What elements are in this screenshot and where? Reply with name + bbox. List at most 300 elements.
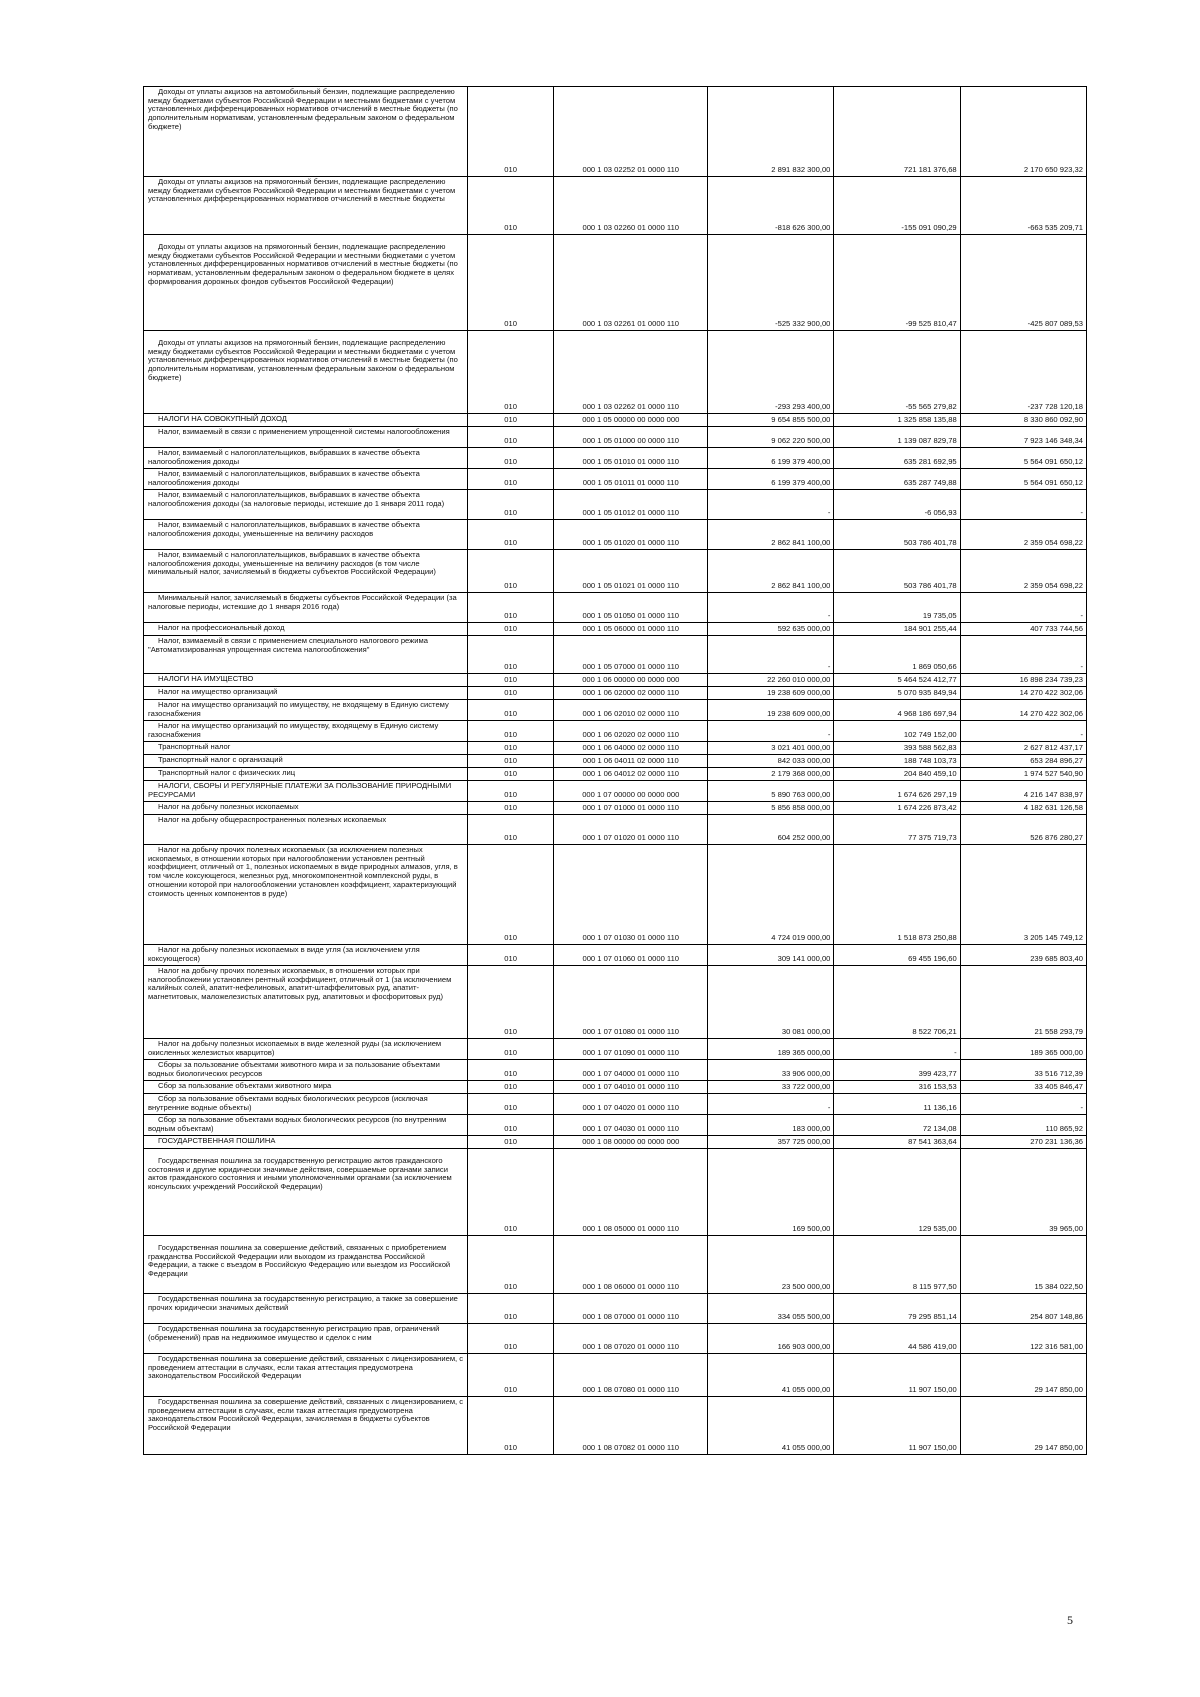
row-code-text: 010 (504, 402, 517, 412)
row-unexecuted-text: 526 876 280,27 (1030, 833, 1083, 843)
row-code-cell (467, 1136, 554, 1149)
row-unexecuted-cell (960, 469, 1086, 490)
row-kbk-cell (554, 742, 708, 755)
row-code-cell (467, 331, 554, 414)
row-approved-cell (708, 1060, 834, 1081)
row-kbk-cell (554, 687, 708, 700)
table-row (144, 1236, 1087, 1294)
row-name-cell (144, 1060, 468, 1081)
row-kbk-cell (554, 781, 708, 802)
table-row (144, 1081, 1087, 1094)
row-approved-cell (708, 87, 834, 177)
row-code-cell (467, 700, 554, 721)
row-unexecuted-cell (960, 427, 1086, 448)
row-approved-text: 166 903 000,00 (777, 1342, 831, 1352)
row-kbk-cell (554, 845, 708, 945)
row-kbk-cell (554, 1294, 708, 1324)
row-code-cell (467, 593, 554, 623)
row-name-text: Доходы от уплаты акцизов на прямогонный бензин, подлежащие распределению между бюджетами субъектов Российской Федерации и местными бюджетами с учетом установленных дифференцированных нормативов отчислений в местные бюджеты (148, 177, 456, 204)
row-approved-text: -293 293 400,00 (775, 402, 831, 412)
row-executed-cell (834, 966, 960, 1039)
row-code-text: 010 (504, 1385, 517, 1395)
row-unexecuted-cell (960, 674, 1086, 687)
row-name-text: Транспортный налог с организаций (158, 755, 283, 764)
row-code-text: 010 (504, 675, 517, 685)
row-unexecuted-cell (960, 1039, 1086, 1060)
row-kbk-text: 000 1 05 01020 01 0000 110 (582, 538, 680, 548)
row-name-text: Сбор за пользование объектами водных биологических ресурсов (по внутренним водным объектам) (148, 1115, 447, 1133)
table-row (144, 1397, 1087, 1455)
row-kbk-cell (554, 87, 708, 177)
row-approved-text: 169 500,00 (792, 1224, 831, 1234)
row-executed-text: 1 674 226 873,42 (897, 803, 957, 813)
row-approved-cell (708, 1081, 834, 1094)
row-approved-text: 183 000,00 (792, 1124, 831, 1134)
row-approved-cell (708, 623, 834, 636)
row-executed-cell (834, 768, 960, 781)
row-name-text: ГОСУДАРСТВЕННАЯ ПОШЛИНА (158, 1136, 276, 1145)
row-executed-text: 188 748 103,73 (903, 756, 957, 766)
row-executed-text: 8 115 977,50 (912, 1282, 957, 1292)
row-unexecuted-text: -663 535 209,71 (1027, 223, 1083, 233)
row-approved-cell (708, 742, 834, 755)
row-code-text: 010 (504, 1342, 517, 1352)
row-code-cell (467, 1149, 554, 1236)
row-name-cell (144, 781, 468, 802)
row-unexecuted-text: 407 733 744,56 (1030, 624, 1083, 634)
row-code-cell (467, 636, 554, 674)
row-approved-cell (708, 1236, 834, 1294)
row-unexecuted-cell (960, 721, 1086, 742)
row-code-text: 010 (504, 743, 517, 753)
table-row (144, 700, 1087, 721)
row-kbk-text: 000 1 07 01000 01 0000 110 (582, 803, 680, 813)
row-unexecuted-cell (960, 966, 1086, 1039)
row-kbk-cell (554, 623, 708, 636)
row-unexecuted-text: 16 898 234 739,23 (1019, 675, 1083, 685)
row-name-cell (144, 1094, 468, 1115)
row-approved-cell (708, 1397, 834, 1455)
row-name-text: Сбор за пользование объектами водных биологических ресурсов (исключая внутренние водные объекты) (148, 1094, 428, 1112)
row-name-cell (144, 966, 468, 1039)
row-name-cell (144, 1236, 468, 1294)
row-executed-cell (834, 1354, 960, 1397)
row-unexecuted-cell (960, 235, 1086, 331)
row-approved-cell (708, 448, 834, 469)
row-approved-cell (708, 177, 834, 235)
row-code-cell (467, 1115, 554, 1136)
row-executed-cell (834, 623, 960, 636)
row-approved-cell (708, 845, 834, 945)
row-unexecuted-cell (960, 520, 1086, 550)
table-row (144, 966, 1087, 1039)
row-kbk-cell (554, 1060, 708, 1081)
row-approved-cell (708, 1094, 834, 1115)
row-code-text: 010 (504, 415, 517, 425)
row-kbk-cell (554, 700, 708, 721)
row-code-text: 010 (504, 1124, 517, 1134)
table-row (144, 802, 1087, 815)
row-code-cell (467, 815, 554, 845)
row-unexecuted-text: 3 205 145 749,12 (1023, 933, 1083, 943)
row-kbk-cell (554, 1149, 708, 1236)
row-code-text: 010 (504, 611, 517, 621)
row-kbk-cell (554, 490, 708, 520)
row-unexecuted-cell (960, 768, 1086, 781)
row-unexecuted-cell (960, 1115, 1086, 1136)
row-executed-text: 5 464 524 412,77 (897, 675, 957, 685)
row-code-cell (467, 1354, 554, 1397)
row-executed-text: 503 786 401,78 (903, 581, 957, 591)
row-unexecuted-cell (960, 781, 1086, 802)
row-approved-text: 5 890 763 000,00 (771, 790, 831, 800)
row-kbk-cell (554, 331, 708, 414)
row-kbk-text: 000 1 03 02261 01 0000 110 (582, 319, 680, 329)
row-unexecuted-cell (960, 414, 1086, 427)
row-approved-cell (708, 1149, 834, 1236)
row-name-cell (144, 815, 468, 845)
row-code-cell (467, 845, 554, 945)
row-executed-text: 503 786 401,78 (903, 538, 957, 548)
row-approved-text: - (827, 1103, 831, 1113)
row-unexecuted-cell (960, 1354, 1086, 1397)
row-executed-cell (834, 1094, 960, 1115)
row-name-cell (144, 845, 468, 945)
table-row (144, 721, 1087, 742)
table-row (144, 87, 1087, 177)
row-kbk-cell (554, 235, 708, 331)
row-unexecuted-cell (960, 742, 1086, 755)
row-code-text: 010 (504, 730, 517, 740)
revenue-table (143, 86, 1087, 1455)
row-approved-cell (708, 550, 834, 593)
row-kbk-cell (554, 802, 708, 815)
row-executed-cell (834, 700, 960, 721)
row-approved-cell (708, 1294, 834, 1324)
row-executed-text: 1 869 050,66 (912, 662, 957, 672)
table-row (144, 687, 1087, 700)
table-row (144, 520, 1087, 550)
row-code-cell (467, 177, 554, 235)
row-approved-cell (708, 490, 834, 520)
row-code-cell (467, 1294, 554, 1324)
row-name-text: НАЛОГИ НА СОВОКУПНЫЙ ДОХОД (158, 414, 287, 423)
row-approved-cell (708, 700, 834, 721)
row-executed-cell (834, 815, 960, 845)
row-unexecuted-text: 270 231 136,36 (1030, 1137, 1083, 1147)
row-kbk-cell (554, 945, 708, 966)
row-unexecuted-text: 8 330 860 092,90 (1023, 415, 1083, 425)
row-approved-cell (708, 1354, 834, 1397)
row-approved-text: 22 260 010 000,00 (767, 675, 831, 685)
row-executed-cell (834, 235, 960, 331)
row-code-text: 010 (504, 756, 517, 766)
table-row (144, 1324, 1087, 1354)
row-name-cell (144, 636, 468, 674)
row-executed-cell (834, 448, 960, 469)
row-unexecuted-text: 653 284 896,27 (1030, 756, 1083, 766)
row-approved-text: 2 179 368 000,00 (771, 769, 831, 779)
row-code-text: 010 (504, 1137, 517, 1147)
row-executed-cell (834, 742, 960, 755)
row-unexecuted-cell (960, 1136, 1086, 1149)
row-code-cell (467, 781, 554, 802)
table-row (144, 623, 1087, 636)
row-kbk-text: 000 1 05 01000 00 0000 110 (582, 436, 680, 446)
row-kbk-cell (554, 520, 708, 550)
row-unexecuted-text: 2 359 054 698,22 (1023, 581, 1083, 591)
row-code-text: 010 (504, 581, 517, 591)
row-code-cell (467, 1094, 554, 1115)
row-kbk-text: 000 1 06 00000 00 0000 000 (582, 675, 680, 685)
row-executed-text: 1 139 087 829,78 (897, 436, 957, 446)
row-unexecuted-cell (960, 845, 1086, 945)
row-code-text: 010 (504, 709, 517, 719)
row-unexecuted-cell (960, 1081, 1086, 1094)
row-kbk-text: 000 1 08 07080 01 0000 110 (582, 1385, 680, 1395)
row-approved-cell (708, 1115, 834, 1136)
row-unexecuted-text: 254 807 148,86 (1030, 1312, 1083, 1322)
table-row (144, 815, 1087, 845)
row-kbk-cell (554, 815, 708, 845)
row-approved-text: 309 141 000,00 (777, 954, 831, 964)
row-code-cell (467, 1397, 554, 1455)
row-name-text: Государственная пошлина за государственную регистрацию прав, ограничений (обременений) прав на недвижимое имущество и сделок с ним (148, 1324, 440, 1342)
row-approved-text: 19 238 609 000,00 (767, 688, 831, 698)
row-kbk-text: 000 1 05 06000 01 0000 110 (582, 624, 680, 634)
table-row (144, 1294, 1087, 1324)
row-name-text: Налог на профессиональный доход (158, 623, 285, 632)
row-unexecuted-cell (960, 1149, 1086, 1236)
row-name-text: Налог на добычу прочих полезных ископаемых, в отношении которых при налогообложении установлен рентный коэффициент, отличный от 1 (за исключением калийных солей, апатит-нефелиновых, апатит-штаффелитовых руд, апатит-магнетитовых, маложелезистых апатитовых руд, апатитовых и фосфоритовых руд) (148, 966, 452, 1002)
row-approved-text: 6 199 379 400,00 (771, 457, 831, 467)
row-unexecuted-text: 39 965,00 (1049, 1224, 1083, 1234)
row-name-cell (144, 687, 468, 700)
row-approved-text: 5 856 858 000,00 (771, 803, 831, 813)
table-row (144, 1039, 1087, 1060)
row-kbk-cell (554, 966, 708, 1039)
row-executed-cell (834, 1149, 960, 1236)
row-executed-cell (834, 636, 960, 674)
row-approved-text: 604 252 000,00 (777, 833, 831, 843)
row-executed-text: 11 907 150,00 (908, 1443, 957, 1453)
row-kbk-text: 000 1 05 07000 01 0000 110 (582, 662, 680, 672)
row-code-cell (467, 1324, 554, 1354)
row-code-text: 010 (504, 790, 517, 800)
row-unexecuted-cell (960, 1294, 1086, 1324)
row-unexecuted-cell (960, 1397, 1086, 1455)
row-name-cell (144, 1115, 468, 1136)
row-executed-cell (834, 845, 960, 945)
row-unexecuted-text: 29 147 850,00 (1034, 1385, 1083, 1395)
row-approved-text: 357 725 000,00 (777, 1137, 831, 1147)
row-executed-cell (834, 469, 960, 490)
row-kbk-text: 000 1 06 02010 02 0000 110 (582, 709, 680, 719)
row-executed-cell (834, 593, 960, 623)
row-code-cell (467, 1060, 554, 1081)
row-name-text: Налог, взимаемый с налогоплательщиков, выбравших в качестве объекта налогообложения доходы (за налоговые периоды, истекшие до 1 января 2011 года) (148, 490, 445, 508)
row-unexecuted-text: - (1080, 730, 1083, 740)
row-unexecuted-cell (960, 331, 1086, 414)
row-unexecuted-cell (960, 1060, 1086, 1081)
row-code-cell (467, 966, 554, 1039)
row-kbk-text: 000 1 08 07000 01 0000 110 (582, 1312, 680, 1322)
table-row (144, 414, 1087, 427)
row-unexecuted-cell (960, 1236, 1086, 1294)
row-code-text: 010 (504, 165, 517, 175)
row-unexecuted-text: 2 627 812 437,17 (1023, 743, 1083, 753)
row-approved-cell (708, 520, 834, 550)
row-unexecuted-text: 33 405 846,47 (1034, 1082, 1083, 1092)
row-name-cell (144, 623, 468, 636)
row-kbk-text: 000 1 05 01010 01 0000 110 (582, 457, 680, 467)
row-unexecuted-text: 15 384 022,50 (1034, 1282, 1083, 1292)
row-name-text: Налог на имущество организаций по имуществу, входящему в Единую систему газоснабжения (148, 721, 439, 739)
row-name-cell (144, 700, 468, 721)
row-kbk-text: 000 1 08 00000 00 0000 000 (582, 1137, 680, 1147)
row-approved-text: 33 906 000,00 (781, 1069, 831, 1079)
row-code-text: 010 (504, 1069, 517, 1079)
row-unexecuted-text: - (1080, 1103, 1083, 1113)
row-code-text: 010 (504, 538, 517, 548)
row-name-cell (144, 1324, 468, 1354)
row-executed-cell (834, 674, 960, 687)
row-kbk-text: 000 1 06 02020 02 0000 110 (582, 730, 680, 740)
row-executed-cell (834, 687, 960, 700)
row-unexecuted-cell (960, 1094, 1086, 1115)
row-approved-text: 2 862 841 100,00 (771, 581, 831, 591)
row-approved-text: 41 055 000,00 (781, 1385, 831, 1395)
row-name-text: Минимальный налог, зачисляемый в бюджеты субъектов Российской Федерации (за налоговые периоды, истекшие до 1 января 2016 года) (148, 593, 457, 611)
row-kbk-cell (554, 177, 708, 235)
row-executed-cell (834, 414, 960, 427)
row-code-text: 010 (504, 803, 517, 813)
row-approved-text: 334 055 500,00 (777, 1312, 831, 1322)
row-executed-text: -55 565 279,82 (905, 402, 957, 412)
row-name-text: Налог, взимаемый в связи с применением упрощенной системы налогообложения (158, 427, 450, 436)
row-approved-text: 6 199 379 400,00 (771, 478, 831, 488)
row-executed-text: 399 423,77 (918, 1069, 957, 1079)
row-unexecuted-text: 239 685 803,40 (1030, 954, 1083, 964)
row-executed-text: 5 070 935 849,94 (897, 688, 957, 698)
row-unexecuted-cell (960, 448, 1086, 469)
row-approved-text: 189 365 000,00 (777, 1048, 831, 1058)
row-name-text: Налог на имущество организаций (158, 687, 278, 696)
row-name-cell (144, 674, 468, 687)
table-row (144, 781, 1087, 802)
table-row (144, 448, 1087, 469)
row-approved-text: - (827, 730, 831, 740)
row-name-cell (144, 768, 468, 781)
row-name-cell (144, 945, 468, 966)
row-code-cell (467, 755, 554, 768)
row-name-cell (144, 1149, 468, 1236)
table-row (144, 1149, 1087, 1236)
row-approved-cell (708, 815, 834, 845)
row-executed-text: 11 136,16 (923, 1103, 957, 1113)
table-row (144, 945, 1087, 966)
row-approved-cell (708, 687, 834, 700)
row-code-cell (467, 742, 554, 755)
row-kbk-text: 000 1 05 01011 01 0000 110 (582, 478, 679, 488)
row-kbk-cell (554, 1354, 708, 1397)
row-unexecuted-cell (960, 490, 1086, 520)
row-name-text: НАЛОГИ НА ИМУЩЕСТВО (158, 674, 254, 683)
table-row (144, 1115, 1087, 1136)
row-unexecuted-cell (960, 177, 1086, 235)
row-name-text: Сборы за пользование объектами животного мира и за пользование объектами водных биологических ресурсов (148, 1060, 440, 1078)
table-row (144, 177, 1087, 235)
row-name-cell (144, 427, 468, 448)
row-name-cell (144, 1397, 468, 1455)
row-executed-cell (834, 1039, 960, 1060)
row-approved-cell (708, 427, 834, 448)
row-kbk-cell (554, 636, 708, 674)
row-unexecuted-cell (960, 687, 1086, 700)
row-name-cell (144, 414, 468, 427)
row-kbk-text: 000 1 06 04011 02 0000 110 (582, 756, 679, 766)
row-code-text: 010 (504, 1443, 517, 1453)
row-kbk-text: 000 1 06 04000 02 0000 110 (582, 743, 680, 753)
row-code-text: 010 (504, 1027, 517, 1037)
row-code-cell (467, 1081, 554, 1094)
table-row (144, 593, 1087, 623)
row-name-cell (144, 490, 468, 520)
row-name-cell (144, 448, 468, 469)
row-code-text: 010 (504, 436, 517, 446)
row-unexecuted-cell (960, 802, 1086, 815)
row-unexecuted-text: 110 865,92 (1045, 1124, 1083, 1134)
row-unexecuted-cell (960, 623, 1086, 636)
row-name-cell (144, 177, 468, 235)
row-code-text: 010 (504, 933, 517, 943)
row-code-cell (467, 469, 554, 490)
row-kbk-text: 000 1 07 01020 01 0000 110 (582, 833, 680, 843)
row-approved-cell (708, 1136, 834, 1149)
row-executed-text: -155 091 090,29 (901, 223, 957, 233)
row-unexecuted-cell (960, 593, 1086, 623)
row-unexecuted-text: 14 270 422 302,06 (1019, 688, 1083, 698)
row-approved-text: 9 062 220 500,00 (771, 436, 831, 446)
row-code-text: 010 (504, 223, 517, 233)
table-row (144, 235, 1087, 331)
row-kbk-cell (554, 1094, 708, 1115)
row-code-cell (467, 687, 554, 700)
row-unexecuted-cell (960, 636, 1086, 674)
row-executed-cell (834, 331, 960, 414)
row-code-text: 010 (504, 769, 517, 779)
row-name-cell (144, 331, 468, 414)
row-executed-text: 204 840 459,10 (903, 769, 957, 779)
table-row (144, 550, 1087, 593)
table-row (144, 427, 1087, 448)
row-name-cell (144, 593, 468, 623)
row-code-cell (467, 802, 554, 815)
row-approved-text: 23 500 000,00 (781, 1282, 831, 1292)
row-unexecuted-text: 2 359 054 698,22 (1023, 538, 1083, 548)
table-row (144, 636, 1087, 674)
row-name-cell (144, 755, 468, 768)
row-name-cell (144, 1136, 468, 1149)
row-code-cell (467, 550, 554, 593)
row-approved-text: - (827, 662, 831, 672)
row-executed-text: -6 056,93 (924, 508, 957, 518)
row-approved-text: 41 055 000,00 (781, 1443, 831, 1453)
row-unexecuted-text: 189 365 000,00 (1030, 1048, 1083, 1058)
row-executed-text: 77 375 719,73 (908, 833, 957, 843)
table-row (144, 845, 1087, 945)
row-name-text: Доходы от уплаты акцизов на прямогонный бензин, подлежащие распределению между бюджетами субъектов Российской Федерации и местными бюджетами с учетом установленных дифференцированных нормативов отчислений в местные бюджеты (по нормативам, установленным федеральным законом о федеральном бюджете в целях формирования дорожных фондов субъектов Российской Федерации) (148, 242, 458, 286)
